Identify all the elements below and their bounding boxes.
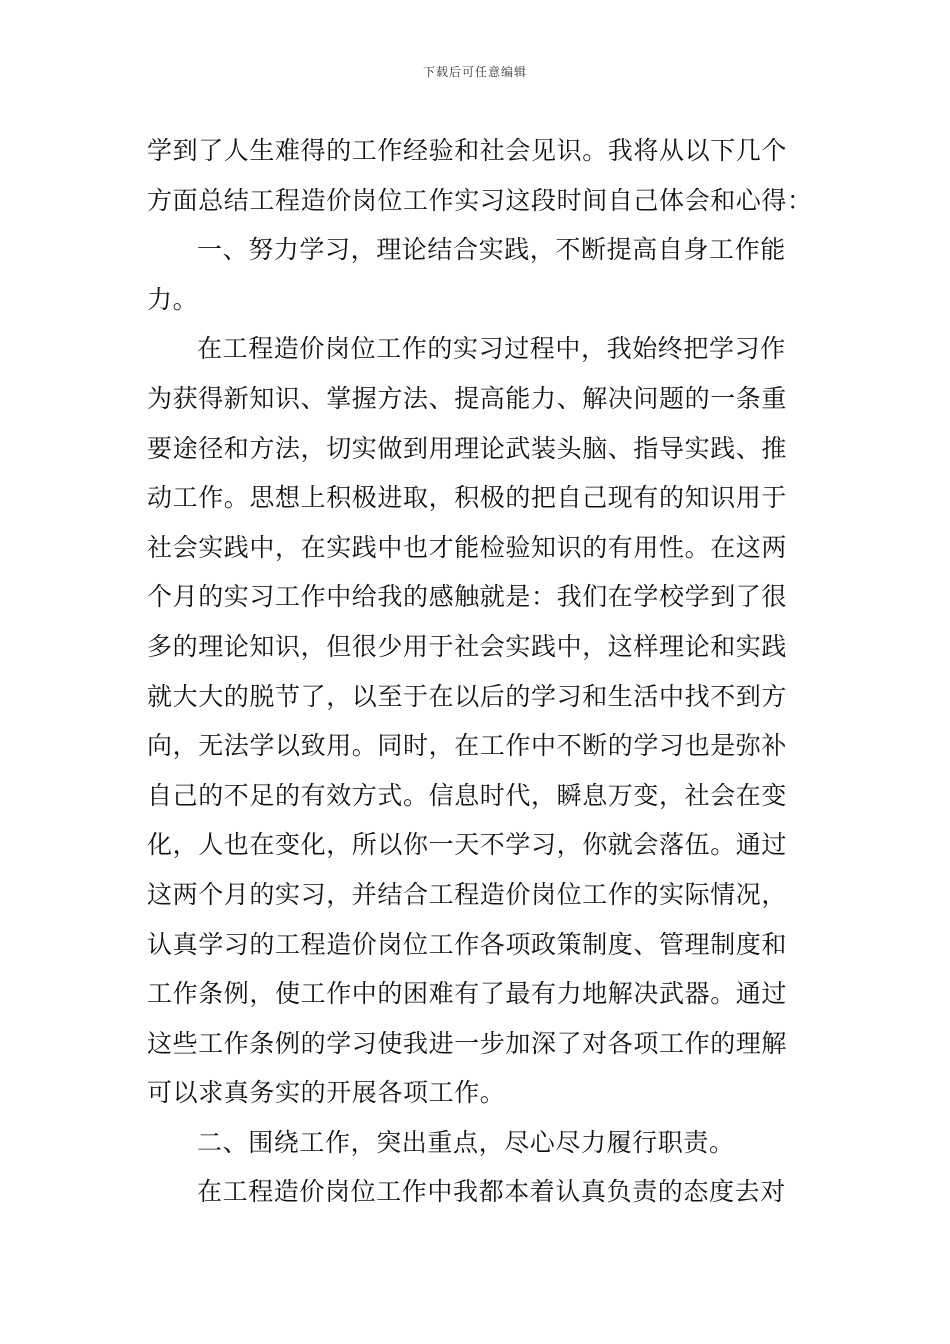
page-header: 下载后可任意编辑 (422, 65, 527, 79)
text-line: 为获得新知识、掌握方法、提高能力、解决问题的一条重 (147, 383, 788, 413)
paragraph-start: 在工程造价岗位工作中我都本着认真负责的态度去对 (197, 1177, 786, 1207)
text-line: 方面总结工程造价岗位工作实习这段时间自己体会和心得： (147, 185, 813, 215)
text-line: 学到了人生难得的工作经验和社会见识。我将从以下几个 (147, 136, 788, 165)
text-line: 向，无法学以致用。同时，在工作中不断的学习也是弥补 (147, 731, 788, 761)
section-heading-1: 一、努力学习，理论结合实践，不断提高自身工作能 (197, 235, 786, 265)
section-heading-2: 二、围绕工作，突出重点，尽心尽力履行职责。 (197, 1127, 735, 1157)
text-line: 个月的实习工作中给我的感触就是：我们在学校学到了很 (147, 582, 788, 612)
section-heading-1-continued: 力。 (147, 284, 199, 314)
text-line: 工作条例，使工作中的困难有了最有力地解决武器。通过 (147, 979, 788, 1009)
text-line: 这些工作条例的学习使我进一步加深了对各项工作的理解 (147, 1028, 788, 1058)
text-line: 自己的不足的有效方式。信息时代，瞬息万变，社会在变 (147, 780, 788, 810)
text-line: 动工作。思想上积极进取，积极的把自己现有的知识用于 (147, 483, 788, 513)
text-line: 多的理论知识，但很少用于社会实践中，这样理论和实践 (147, 631, 788, 661)
text-line: 这两个月的实习，并结合工程造价岗位工作的实际情况， (147, 879, 788, 909)
paragraph-start: 在工程造价岗位工作的实习过程中，我始终把学习作 (197, 334, 786, 364)
text-line: 社会实践中，在实践中也才能检验知识的有用性。在这两 (147, 532, 788, 562)
text-line: 化，人也在变化，所以你一天不学习，你就会落伍。通过 (147, 830, 788, 860)
text-line: 要途径和方法，切实做到用理论武装头脑、指导实践、推 (147, 433, 788, 463)
text-line: 就大大的脱节了，以至于在以后的学习和生活中找不到方 (147, 681, 788, 711)
document-body (147, 126, 813, 1217)
text-line: 可以求真务实的开展各项工作。 (147, 1078, 506, 1108)
text-line: 认真学习的工程造价岗位工作各项政策制度、管理制度和 (147, 929, 788, 959)
